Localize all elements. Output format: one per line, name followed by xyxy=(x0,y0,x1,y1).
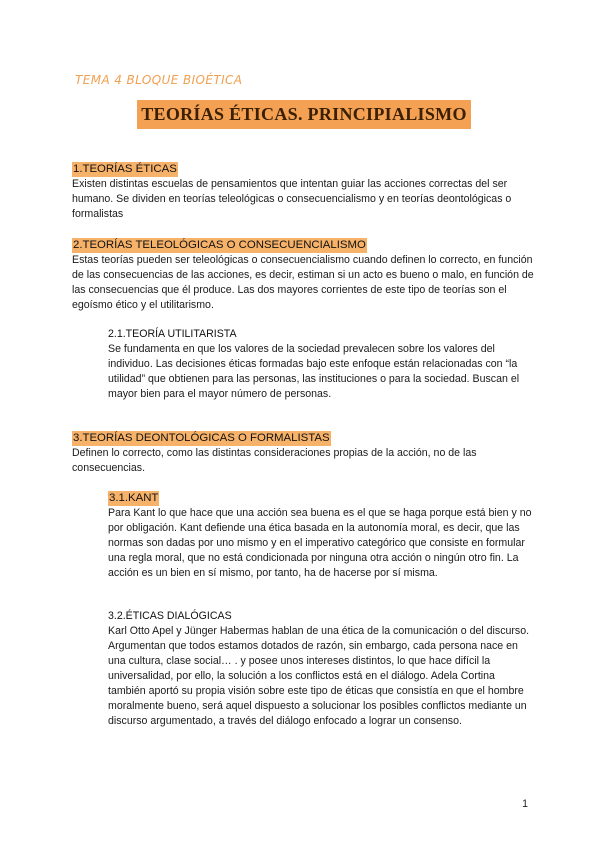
section-body: Definen lo correcto, como las distintas consideraciones propias de la acción, no de las consecuencias. xyxy=(72,447,477,474)
subsection-heading: 2.1.TEORÍA UTILITARISTA xyxy=(108,328,237,340)
subsection-utilitarista xyxy=(108,327,534,402)
section-teleologicas xyxy=(72,238,534,313)
section-heading: 3.TEORÍAS DEONTOLÓGICAS O FORMALISTAS xyxy=(73,432,330,444)
subsection-kant xyxy=(108,491,534,581)
section-body: Existen distintas escuelas de pensamientos que intentan guiar las acciones correctas del ser humano. Se dividen en teorías teleológicas o consecuencialismo y en teorías deontológicas o formalistas xyxy=(72,178,512,220)
document-title: TEORÍAS ÉTICAS. PRINCIPIALISMO xyxy=(137,100,471,129)
subsection-heading: 3.2.ÉTICAS DIALÓGICAS xyxy=(108,610,232,622)
topic-kicker: TEMA 4 BLOQUE BIOÉTICA xyxy=(75,73,243,87)
page-number: 1 xyxy=(522,798,528,810)
section-teorias-eticas xyxy=(72,162,534,222)
section-heading: 2.TEORÍAS TELEOLÓGICAS O CONSECUENCIALISMO xyxy=(73,239,366,251)
subsection-body: Se fundamenta en que los valores de la sociedad prevalecen sobre los valores del individuo. Las decisiones éticas formadas bajo este enfoque están relacionadas con “la utilidad” que obtienen para las personas, las instituciones o para la sociedad. Buscan el mayor bien para el mayor número de personas. xyxy=(108,343,520,400)
section-deontologicas xyxy=(72,431,534,476)
title-wrap xyxy=(0,100,600,129)
section-body: Estas teorías pueden ser teleológicas o consecuencialismo cuando definen lo correcto, en función de las consecuencias de las acciones, es decir, estiman si un acto es bueno o malo, en función de las consecuencias que él produce. Las dos mayores corrientes de este tipo de teorías son el egoísmo ético y el utilitarismo. xyxy=(72,254,534,311)
subsection-heading: 3.1.KANT xyxy=(109,492,159,504)
section-heading: 1.TEORÍAS ÉTICAS xyxy=(73,163,177,175)
subsection-eticas-dialogicas xyxy=(108,609,534,729)
subsection-body: Karl Otto Apel y Jünger Habermas hablan de una ética de la comunicación o del discurso. Argumentan que todos estamos dotados de razón, sin embargo, cada persona nace en una cultura, clase social… . y posee unos intereses distintos, lo que hace difícil la universalidad, por ello, la solución a los conflictos está en el diálogo. Adela Cortina también aportó su propia visión sobre este tipo de éticas que consistía en que el hombre moralmente bueno, será aquel dispuesto a solucionar los posibles conflictos mediante un discurso argumentado, a través del diálogo enfocado a lograr un consenso. xyxy=(108,625,530,727)
subsection-body: Para Kant lo que hace que una acción sea buena es el que se haga porque está bien y no por obligación. Kant defiende una ética basada en la autonomía moral, es decir, que las normas son dadas por uno mismo y en el imperativo categórico que consiste en formular una regla moral, que no está condicionada por ninguna otra acción o ningún otro fin. La acción es un bien en sí mismo, por tanto, ha de hacerse por sí misma. xyxy=(108,507,532,579)
